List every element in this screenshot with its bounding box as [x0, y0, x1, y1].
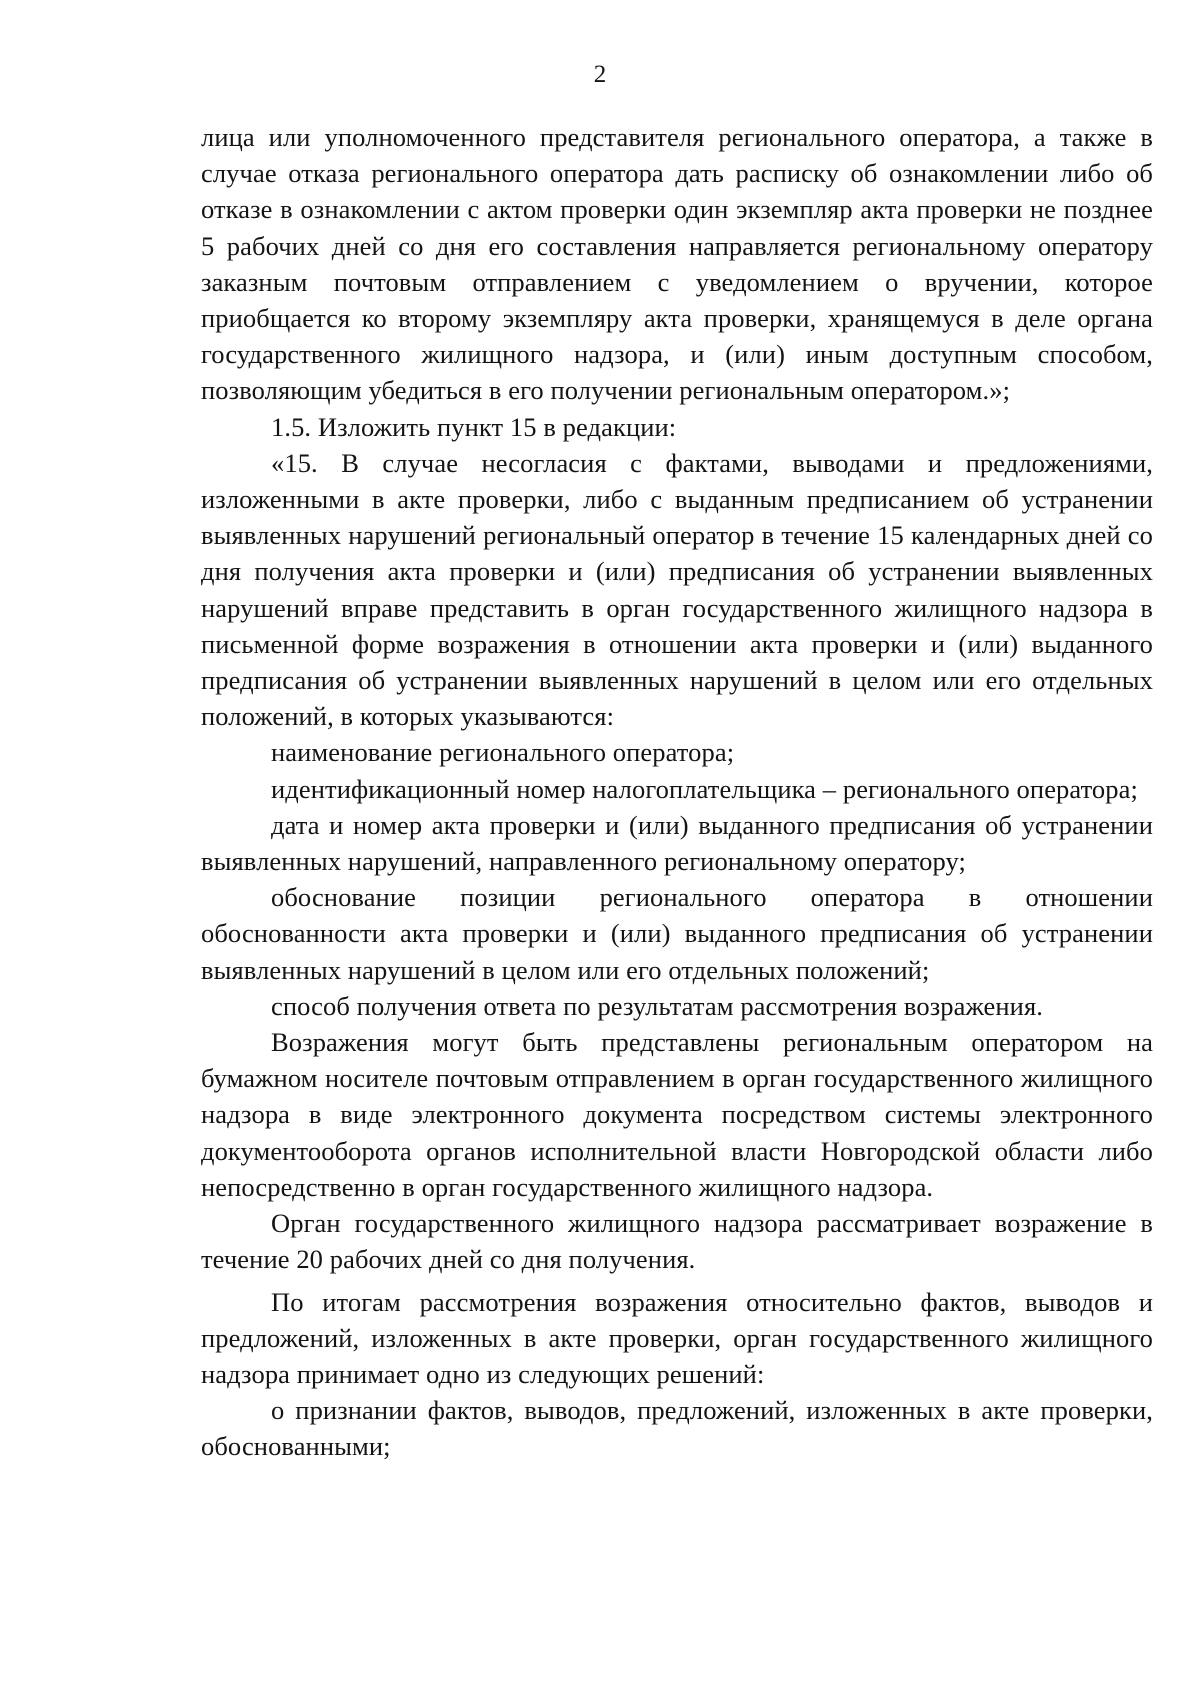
paragraph-objection-submission: Возражения могут быть представлены региональным оператором на бумажном носителе почтовым отправлением в орган государственного жилищного надзора в виде электронного документа посредством системы электронного документооборота органов исполнительной власти Новгородской области либо непосредственно в орган государственного жилищного надзора. — [201, 1027, 1153, 1202]
paragraph-continuation: лица или уполномоченного представителя регионального оператора, а также в случае отказа регионального оператора дать расписку об ознакомлении либо об отказе в ознакомлении с актом проверки один экземпляр акта проверки не позднее 5 рабочих дней со дня его составления направляется региональному оператору заказным почтовым отправлением с уведомлением о вручении, которое приобщается ко второму экземпляру акта проверки, хранящемуся в деле органа государственного жилищного надзора, и (или) иным доступным способом, позволяющим убедиться в его получении региональным оператором.»; — [201, 122, 1153, 406]
list-item-decision-justified: о признании фактов, выводов, предложений, изложенных в акте проверки, обоснованными; — [201, 1395, 1153, 1462]
page-number: 2 — [593, 61, 607, 88]
list-item-taxpayer-id: идентификационный номер налогоплательщика – регионального оператора; — [271, 773, 1138, 804]
paragraph-amendment-1-5: 1.5. Изложить пункт 15 в редакции: — [271, 411, 677, 442]
list-item-response-method: способ получения ответа по результатам рассмотрения возражения. — [271, 990, 1043, 1021]
list-item-position-justification: обоснование позиции регионального оператора в отношении обоснованности акта проверки и (или) выданного предписания об устранении выявленных нарушений в целом или его отдельных положений; — [201, 882, 1153, 985]
document-body — [201, 119, 1153, 1465]
paragraph-decision-options: По итогам рассмотрения возражения относительно фактов, выводов и предложений, изложенных в акте проверки, орган государственного жилищного надзора принимает одно из следующих решений: — [201, 1286, 1153, 1389]
paragraph-review-period: Орган государственного жилищного надзора рассматривает возражение в течение 20 рабочих дней со дня получения. — [201, 1208, 1153, 1275]
list-item-act-date-number: дата и номер акта проверки и (или) выданного предписания об устранении выявленных нарушений, направленного региональному оператору; — [201, 809, 1153, 877]
list-item-operator-name: наименование регионального оператора; — [271, 737, 735, 768]
paragraph-clause-15: «15. В случае несогласия с фактами, выводами и предложениями, изложенными в акте проверки, либо с выданным предписанием об устранении выявленных нарушений региональный оператор в течение 15 календарных дней со дня получения акта проверки и (или) предписания об устранении выявленных нарушений вправе представить в орган государственного жилищного надзора в письменной форме возражения в отношении акта проверки и (или) выданного предписания об устранении выявленных нарушений в целом или его отдельных положений, в которых указываются: — [201, 447, 1153, 732]
